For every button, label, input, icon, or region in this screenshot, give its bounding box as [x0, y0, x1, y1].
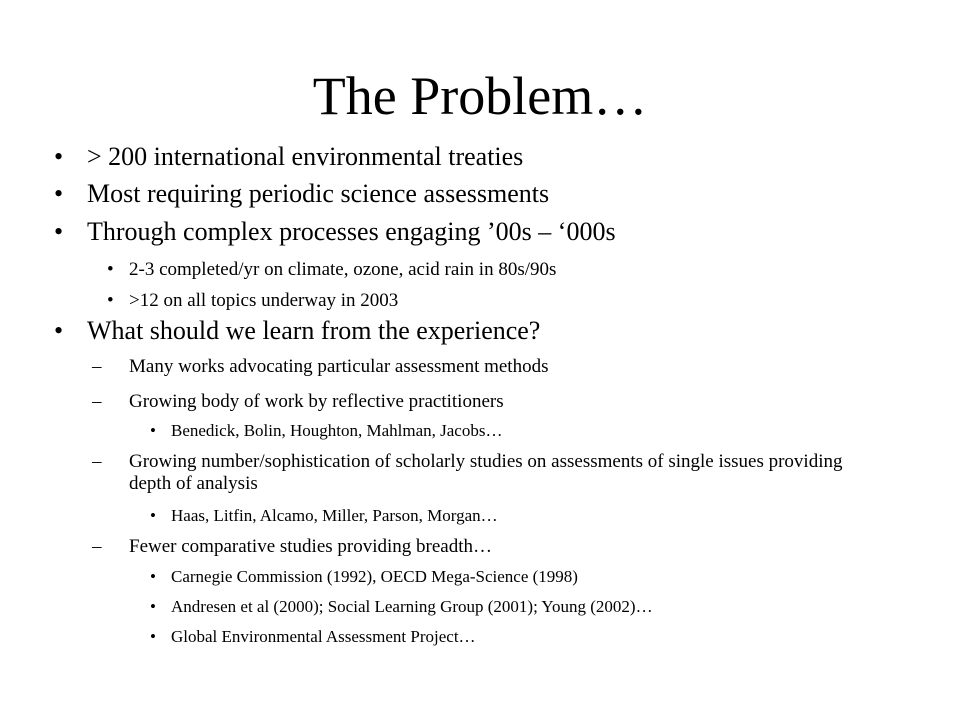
slide-title: The Problem… [312, 66, 648, 126]
bullet-marker: • [150, 421, 156, 440]
bullet-marker: • [107, 290, 114, 311]
bullet-item [54, 316, 541, 346]
bullet-marker: • [54, 142, 64, 171]
bullet-marker: • [54, 316, 64, 345]
dash-text: Many works advocating particular assessment methods [129, 356, 549, 377]
bullet-marker: • [150, 627, 156, 646]
dash-item [92, 536, 493, 558]
bullet-text: Carnegie Commission (1992), OECD Mega-Science (1998) [171, 567, 578, 586]
bullet-text: Through complex processes engaging ’00s – ‘000s [87, 217, 616, 246]
dash-marker: – [92, 391, 102, 412]
sub-sub-bullet-item [150, 567, 578, 587]
bullet-text: > 200 international environmental treaties [87, 142, 524, 171]
bullet-marker: • [107, 259, 114, 280]
sub-bullet-item [107, 259, 557, 281]
bullet-text: 2-3 completed/yr on climate, ozone, acid rain in 80s/90s [129, 259, 557, 280]
bullet-item [54, 179, 550, 209]
bullet-text: Andresen et al (2000); Social Learning Group (2001); Young (2002)… [171, 597, 653, 616]
bullet-marker: • [54, 179, 64, 208]
bullet-marker: • [150, 567, 156, 586]
dash-item [92, 391, 504, 413]
dash-text: Growing number/sophistication of scholarly studies on assessments of single issues providing depth of analysis [129, 451, 843, 494]
sub-sub-bullet-item [150, 506, 498, 526]
bullet-text: Benedick, Bolin, Houghton, Mahlman, Jacobs… [171, 421, 503, 440]
bullet-item [54, 217, 616, 247]
sub-bullet-item [107, 290, 399, 312]
bullet-text: Haas, Litfin, Alcamo, Miller, Parson, Morgan… [171, 506, 498, 525]
sub-sub-bullet-item [150, 627, 476, 647]
dash-item [92, 451, 889, 495]
bullet-text: >12 on all topics underway in 2003 [129, 290, 399, 311]
dash-marker: – [92, 536, 102, 557]
dash-item [92, 356, 549, 378]
bullet-text: Global Environmental Assessment Project… [171, 627, 476, 646]
sub-sub-bullet-item [150, 597, 653, 617]
bullet-text: Most requiring periodic science assessments [87, 179, 550, 208]
bullet-marker: • [54, 217, 64, 246]
bullet-marker: • [150, 597, 156, 616]
bullet-item [54, 142, 524, 172]
dash-text: Fewer comparative studies providing breadth… [129, 536, 493, 557]
dash-text: Growing body of work by reflective practitioners [129, 391, 504, 412]
dash-marker: – [92, 356, 102, 377]
dash-marker: – [92, 451, 102, 472]
bullet-marker: • [150, 506, 156, 525]
sub-sub-bullet-item [150, 421, 503, 441]
bullet-text: What should we learn from the experience? [87, 316, 541, 345]
